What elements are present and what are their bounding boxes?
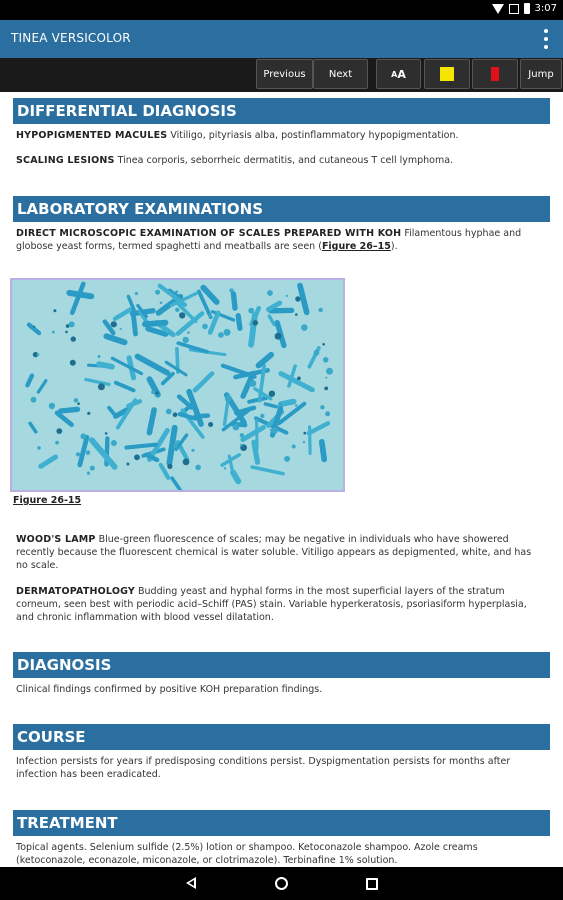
- yeast-mark: [269, 391, 275, 397]
- yeast-mark: [69, 321, 75, 327]
- yeast-mark: [295, 296, 300, 301]
- yeast-mark: [325, 411, 330, 416]
- yeast-mark: [275, 333, 282, 340]
- wifi-icon: [492, 4, 504, 14]
- yeast-mark: [284, 456, 290, 462]
- woods-lamp-paragraph: [16, 533, 544, 572]
- hypha-mark: [234, 294, 236, 308]
- yeast-mark: [90, 466, 95, 471]
- diagnosis-text: Clinical findings confirmed by positive KOH preparation findings.: [16, 684, 323, 695]
- scaling-lesions-term: SCALING LESIONS: [16, 155, 115, 166]
- yeast-mark: [160, 302, 163, 305]
- yeast-mark: [303, 441, 305, 443]
- yeast-mark: [173, 412, 178, 417]
- yeast-mark: [173, 443, 178, 448]
- yeast-mark: [155, 290, 160, 295]
- yeast-mark: [218, 332, 224, 338]
- hypha-mark: [145, 323, 166, 325]
- yeast-mark: [111, 440, 117, 446]
- yeast-mark: [179, 312, 185, 318]
- yeast-mark: [240, 444, 243, 447]
- highlight-yellow-button[interactable]: [424, 59, 470, 89]
- status-icons: [492, 3, 557, 14]
- yeast-mark: [71, 336, 76, 341]
- yeast-mark: [191, 449, 194, 452]
- yeast-mark: [98, 383, 105, 390]
- yeast-mark: [167, 464, 172, 469]
- yeast-mark: [151, 390, 155, 394]
- toolbar: [0, 58, 563, 92]
- text-size-button[interactable]: [376, 59, 421, 89]
- woods-lamp-term: WOOD'S LAMP: [16, 534, 96, 545]
- hypha-mark: [61, 409, 78, 411]
- yeast-mark: [175, 308, 179, 312]
- treatment-heading: TREATMENT: [13, 810, 550, 836]
- yeast-mark: [80, 433, 86, 439]
- yeast-mark: [233, 424, 240, 431]
- yeast-mark: [49, 403, 55, 409]
- yeast-mark: [260, 414, 264, 418]
- figure-caption[interactable]: Figure 26-15: [13, 495, 82, 506]
- yeast-mark: [37, 353, 40, 356]
- jump-button[interactable]: Jump: [520, 59, 562, 89]
- figure-link[interactable]: Figure 26–15: [321, 241, 391, 252]
- yeast-mark: [74, 398, 79, 403]
- microscopy-figure-image[interactable]: [10, 278, 345, 492]
- yeast-mark: [326, 368, 333, 375]
- dermatopathology-term: DERMATOPATHOLOGY: [16, 586, 135, 597]
- yeast-mark: [37, 446, 41, 450]
- app-bar: [0, 20, 563, 58]
- yeast-mark: [286, 295, 288, 297]
- dermatopathology-text: Budding yeast and hyphal forms in the most superficial layers of the stratum corneum, seen best with periodic acid–Schiff (PAS) stain. Variable hyperkeratosis, psoriasiform hyperplasia, and chronic inflammation with blood vessel dilatation.: [16, 586, 527, 623]
- highlight-red-button[interactable]: [472, 59, 518, 89]
- next-button[interactable]: Next: [313, 59, 368, 89]
- laboratory-examinations-heading: LABORATORY EXAMINATIONS: [13, 196, 550, 222]
- yeast-mark: [314, 350, 320, 356]
- yeast-mark: [105, 432, 108, 435]
- koh-term: DIRECT MICROSCOPIC EXAMINATION OF SCALES PREPARED WITH KOH: [16, 228, 402, 239]
- yeast-mark: [320, 405, 324, 409]
- yeast-mark: [323, 357, 329, 363]
- yeast-mark: [53, 309, 56, 312]
- microscopy-illustration: [12, 280, 343, 490]
- yeast-mark: [98, 355, 101, 358]
- yeast-mark: [224, 467, 226, 469]
- treatment-text: Topical agents. Selenium sulfide (2.5%) lotion or shampoo. Ketoconazole shampoo. Azole creams (ketoconazole, econazole, miconazole, or clotrimazole). Terbinafine 1% solution.: [16, 842, 478, 866]
- recent-apps-icon[interactable]: [366, 878, 378, 890]
- yeast-mark: [280, 403, 282, 405]
- red-highlight-icon: [491, 67, 499, 81]
- navigation-bar: [0, 867, 563, 900]
- yeast-mark: [156, 391, 159, 394]
- yeast-mark: [56, 428, 62, 434]
- yeast-mark: [126, 463, 129, 466]
- yeast-mark: [87, 412, 90, 415]
- yeast-mark: [87, 472, 90, 475]
- text-size-small-glyph: A: [391, 69, 398, 79]
- yeast-mark: [70, 360, 76, 366]
- yeast-mark: [187, 331, 190, 334]
- battery-icon: [524, 3, 530, 14]
- koh-paragraph: [16, 227, 544, 253]
- yeast-mark: [168, 332, 171, 335]
- diagnosis-heading: DIAGNOSIS: [13, 652, 550, 678]
- yeast-mark: [248, 308, 254, 314]
- hypopigmented-macules-paragraph: [16, 129, 544, 142]
- dermatopathology-paragraph: [16, 585, 544, 624]
- yeast-mark: [240, 433, 244, 437]
- yeast-mark: [224, 329, 231, 336]
- hypha-mark: [238, 316, 240, 329]
- hypopigmented-macules-text: Vitiligo, pityriasis alba, postinflammatory hypopigmentation.: [167, 130, 459, 141]
- status-bar: [0, 0, 563, 20]
- hypha-mark: [281, 402, 294, 405]
- yeast-mark: [77, 402, 80, 405]
- yeast-mark: [183, 459, 190, 466]
- yeast-mark: [208, 422, 213, 427]
- yeast-mark: [52, 331, 55, 334]
- yeast-mark: [55, 441, 59, 445]
- yeast-mark: [120, 328, 122, 330]
- hypopigmented-macules-term: HYPOPIGMENTED MACULES: [16, 130, 168, 141]
- hypha-mark: [133, 311, 136, 334]
- yeast-mark: [267, 290, 273, 296]
- yeast-mark: [86, 450, 91, 455]
- hypha-mark: [322, 442, 324, 460]
- yeast-mark: [324, 387, 328, 391]
- yeast-mark: [208, 314, 211, 317]
- yeast-mark: [253, 320, 259, 326]
- yeast-mark: [297, 377, 301, 381]
- yeast-mark: [250, 380, 257, 387]
- sim-icon: [509, 4, 519, 14]
- woods-lamp-text: Blue-green fluorescence of scales; may be negative in individuals who have showered recently because the fluorescent chemical is water soluble. Vitiligo appears as depigmented, white, and has no scale.: [16, 534, 532, 571]
- home-icon[interactable]: [275, 877, 288, 890]
- yeast-mark: [195, 465, 201, 471]
- yeast-mark: [225, 396, 232, 403]
- yeast-mark: [271, 427, 278, 434]
- course-text: Infection persists for years if predisposing conditions persist. Dyspigmentation persists for months after infection has been eradicated.: [16, 756, 511, 780]
- yeast-mark: [292, 445, 296, 449]
- overflow-menu-icon[interactable]: [543, 29, 549, 49]
- yeast-mark: [33, 326, 35, 328]
- yeast-mark: [135, 292, 138, 295]
- scaling-lesions-paragraph: [16, 154, 544, 167]
- yeast-mark: [229, 288, 233, 292]
- yellow-highlight-icon: [440, 67, 454, 81]
- text-size-large-glyph: A: [397, 67, 406, 81]
- yeast-mark: [295, 404, 298, 407]
- differential-diagnosis-heading: DIFFERENTIAL DIAGNOSIS: [13, 98, 550, 124]
- status-time: 3:07: [534, 3, 557, 14]
- yeast-mark: [322, 343, 325, 346]
- yeast-mark: [175, 290, 178, 293]
- page-title: TINEA VERSICOLOR: [11, 31, 131, 45]
- yeast-mark: [166, 409, 172, 415]
- yeast-mark: [65, 331, 68, 334]
- hypha-mark: [99, 364, 112, 367]
- yeast-mark: [319, 308, 323, 312]
- koh-text-end: ).: [390, 241, 398, 252]
- hypha-mark: [254, 442, 258, 462]
- yeast-mark: [111, 321, 117, 327]
- previous-button[interactable]: Previous: [256, 59, 313, 89]
- yeast-mark: [76, 452, 80, 456]
- yeast-mark: [183, 337, 189, 343]
- yeast-mark: [301, 324, 308, 331]
- content-area[interactable]: [0, 92, 563, 867]
- koh-text: Filamentous hyphae and globose yeast forms, termed spaghetti and meatballs are seen (: [16, 228, 522, 252]
- scaling-lesions-text: Tinea corporis, seborrheic dermatitis, and cutaneous T cell lymphoma.: [114, 155, 454, 166]
- yeast-mark: [31, 397, 37, 403]
- yeast-mark: [303, 432, 306, 435]
- course-heading: COURSE: [13, 724, 550, 750]
- hypha-mark: [69, 293, 91, 296]
- yeast-mark: [202, 324, 208, 330]
- yeast-mark: [295, 313, 298, 316]
- yeast-mark: [270, 429, 272, 431]
- yeast-mark: [325, 377, 327, 379]
- yeast-mark: [134, 454, 140, 460]
